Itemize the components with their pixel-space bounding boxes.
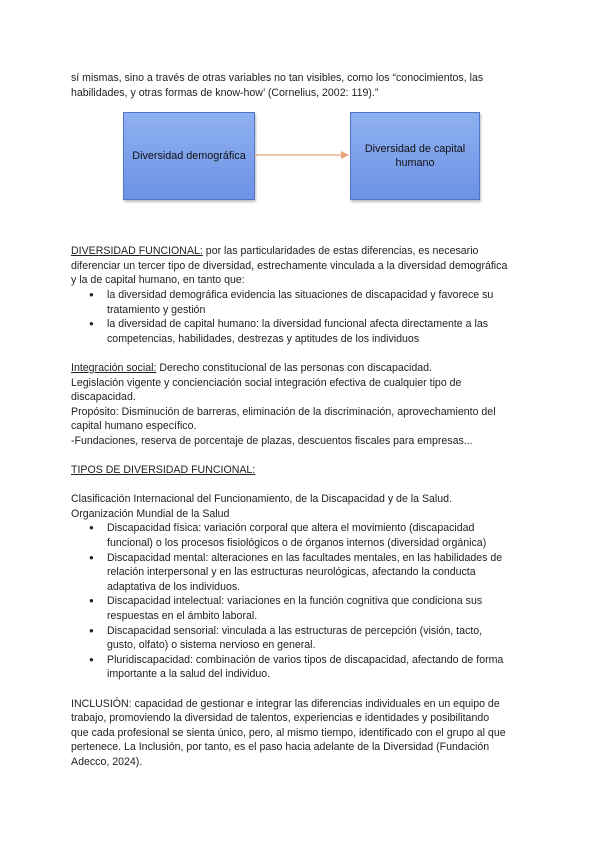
box-label-line: Diversidad de capital [364,143,466,156]
list-item: ● la diversidad de capital humano: la diversidad funcional afecta directamente a las competencias, habilidades, destrezas y aptitudes de los individuos [107,317,531,346]
document-page [71,71,531,770]
human-capital-diversity-label [365,142,465,170]
paragraph-line: capital humano específico. [71,420,197,433]
diversity-diagram [71,112,531,230]
demographic-diversity-label: Diversidad demográfica [132,150,246,163]
list-item: ● Discapacidad intelectual: variaciones en la función cognitiva que condiciona sus respuestas en el ámbito laboral. [107,594,531,623]
intro-line: habilidades, y otras formas de know-how’ (Cornelius, 2002: 119).” [71,86,379,99]
paragraph-line: diferenciar un tercer tipo de diversidad, estrechamente vinculada a la diversidad demográfica [71,259,508,272]
human-capital-diversity-box [350,112,480,200]
arrow-head [341,151,349,159]
paragraph-line: Organización Mundial de la Salud [71,507,230,520]
paragraph-line: Adecco, 2024). [71,755,143,768]
paragraph-text: por las particularidades de estas diferencias, es necesario [202,245,479,258]
tipos-heading: TIPOS DE DIVERSIDAD FUNCIONAL: [71,464,256,477]
paragraph-line: y la de capital humano, en tanto que: [71,274,245,287]
paragraph-line: -Fundaciones, reserva de porcentaje de plazas, descuentos fiscales para empresas... [71,434,473,447]
funcional-paragraph [71,244,531,259]
list-item: ● Discapacidad sensorial: vinculada a las estructuras de percepción (visión, tacto, gusto, olfato) o sistema nervioso en general. [107,624,531,653]
integracion-paragraph [71,361,531,376]
list-item: ● Pluridiscapacidad: combinación de varios tipos de discapacidad, afectando de forma importante a la salud del individuo. [107,653,531,682]
paragraph-line: pertenece. La Inclusión, por tanto, es el paso hacia adelante de la Diversidad (Fundación [71,741,490,754]
list-item: ● la diversidad demográfica evidencia las situaciones de discapacidad y favorece su tratamiento y gestión [107,288,531,317]
funcional-list [71,288,531,346]
list-item: ● Discapacidad física: variación corporal que altera el movimiento (discapacidad funcional) o los procesos fisiológicos o de órganos internos (diversidad orgánica) [107,521,531,550]
paragraph-line: que cada profesional se sienta único, pero, al mismo tiempo, identificado con el grupo al que [71,726,506,739]
paragraph-line: Clasificación Internacional del Funcionamiento, de la Discapacidad y de la Salud. [71,493,453,506]
paragraph-line: Legislación vigente y concienciación social integración efectiva de cualquier tipo de [71,376,462,389]
paragraph-line: trabajo, promoviendo la diversidad de talentos, experiencias e identidades y posibilitando [71,712,490,725]
paragraph-line: discapacidad. [71,391,136,404]
paragraph-line: INCLUSIÓN: capacidad de gestionar e integrar las diferencias individuales en un equipo de [71,697,500,710]
paragraph-line: Propósito: Disminución de barreras, eliminación de la discriminación, aprovechamiento del [71,405,496,418]
integracion-heading: Integración social: [71,361,157,374]
tipos-list [71,521,531,682]
list-item: ● Discapacidad mental: alteraciones en las facultades mentales, en las habilidades de relación interpersonal y en las estructuras neurológicas, afectando la conducta adaptativa de los individuos. [107,551,531,595]
box-label-line: humano [395,157,435,170]
funcional-heading: DIVERSIDAD FUNCIONAL: [71,245,203,258]
intro-line: sí mismas, sino a través de otras variables no tan visibles, como los “conocimientos, las [71,72,484,84]
paragraph-text: Derecho constitucional de las personas con discapacidad. [156,361,432,374]
